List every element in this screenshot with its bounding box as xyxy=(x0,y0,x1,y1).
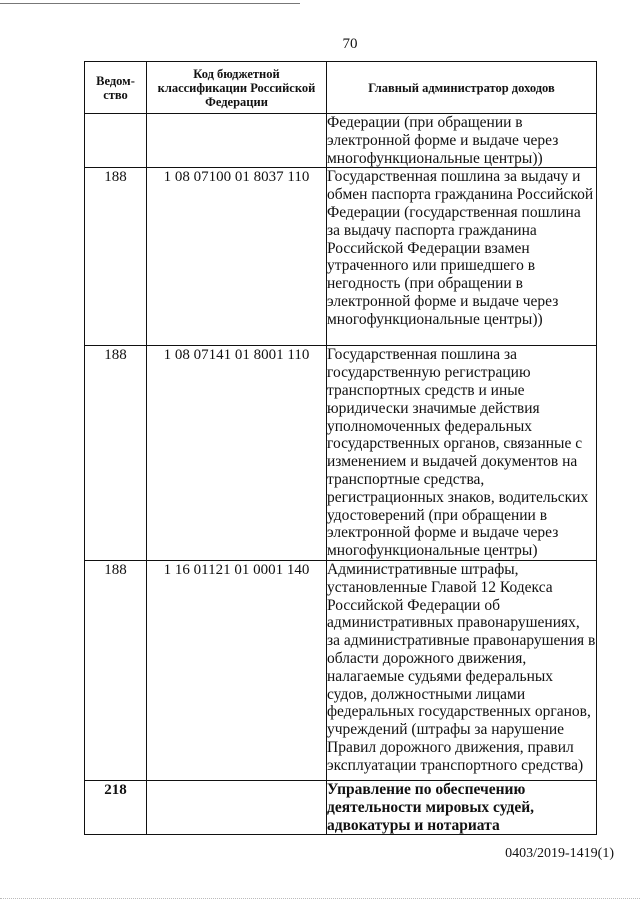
scan-bottom-edge xyxy=(0,898,640,899)
row-dept: 218 xyxy=(85,780,147,834)
row-dept: 188 xyxy=(85,168,147,346)
row-admin-name: Государственная пошлина за выдачу и обмен паспорта гражданина Российской Федерации (государственная пошлина за выдачу паспорта гражданина Российской Федерации взамен утраченного или пришедшего в негодность (при обращении в электронной форме и выдаче через многофункциональные центры)) xyxy=(327,168,597,346)
table-row xyxy=(85,560,597,780)
table-header-row xyxy=(85,62,597,114)
row-admin-name: Административные штрафы, установленные Главой 12 Кодекса Российской Федерации об административных правонарушениях, за административные правонарушения в области дорожного движения, налагаемые судьями федеральных судов, должностными лицами федеральных государственных органов, учреждений (штрафы за нарушение Правил дорожного движения, правил эксплуатации транспортного средства) xyxy=(327,560,597,780)
row-admin-name: Управление по обеспечению деятельности мировых судей, адвокатуры и нотариата xyxy=(327,780,597,834)
header-dept-label: Ведом- ство xyxy=(96,73,135,102)
top-edge-line xyxy=(0,3,300,4)
document-registration-code: 0403/2019-1419(1) xyxy=(505,846,614,861)
row-dept: 188 xyxy=(85,346,147,561)
row-code xyxy=(147,114,327,168)
table-row xyxy=(85,114,597,168)
table-row xyxy=(85,168,597,346)
row-code: 1 08 07100 01 8037 110 xyxy=(147,168,327,346)
row-code xyxy=(147,780,327,834)
page-number: 70 xyxy=(342,36,358,52)
row-code: 1 16 01121 01 0001 140 xyxy=(147,560,327,780)
row-admin-name: Федерации (при обращении в электронной форме и выдаче через многофункциональные центры)) xyxy=(327,114,597,168)
header-code xyxy=(147,62,327,114)
row-dept: 188 xyxy=(85,560,147,780)
table-row xyxy=(85,346,597,561)
header-dept xyxy=(85,62,147,114)
header-admin xyxy=(327,62,597,114)
header-admin-label: Главный администратор доходов xyxy=(368,80,555,95)
revenue-administrators-table xyxy=(84,61,597,835)
row-admin-name: Государственная пошлина за государственную регистрацию транспортных средств и иные юридически значимые действия уполномоченных федеральных государственных органов, связанные с изменением и выдачей документов на транспортные средства, регистрационных знаков, водительских удостоверений (при обращении в электронной форме и выдаче через многофункциональные центры) xyxy=(327,346,597,561)
row-dept xyxy=(85,114,147,168)
table-row xyxy=(85,780,597,834)
row-code: 1 08 07141 01 8001 110 xyxy=(147,346,327,561)
header-code-label: Код бюджетной классификации Российской Федерации xyxy=(157,66,316,109)
